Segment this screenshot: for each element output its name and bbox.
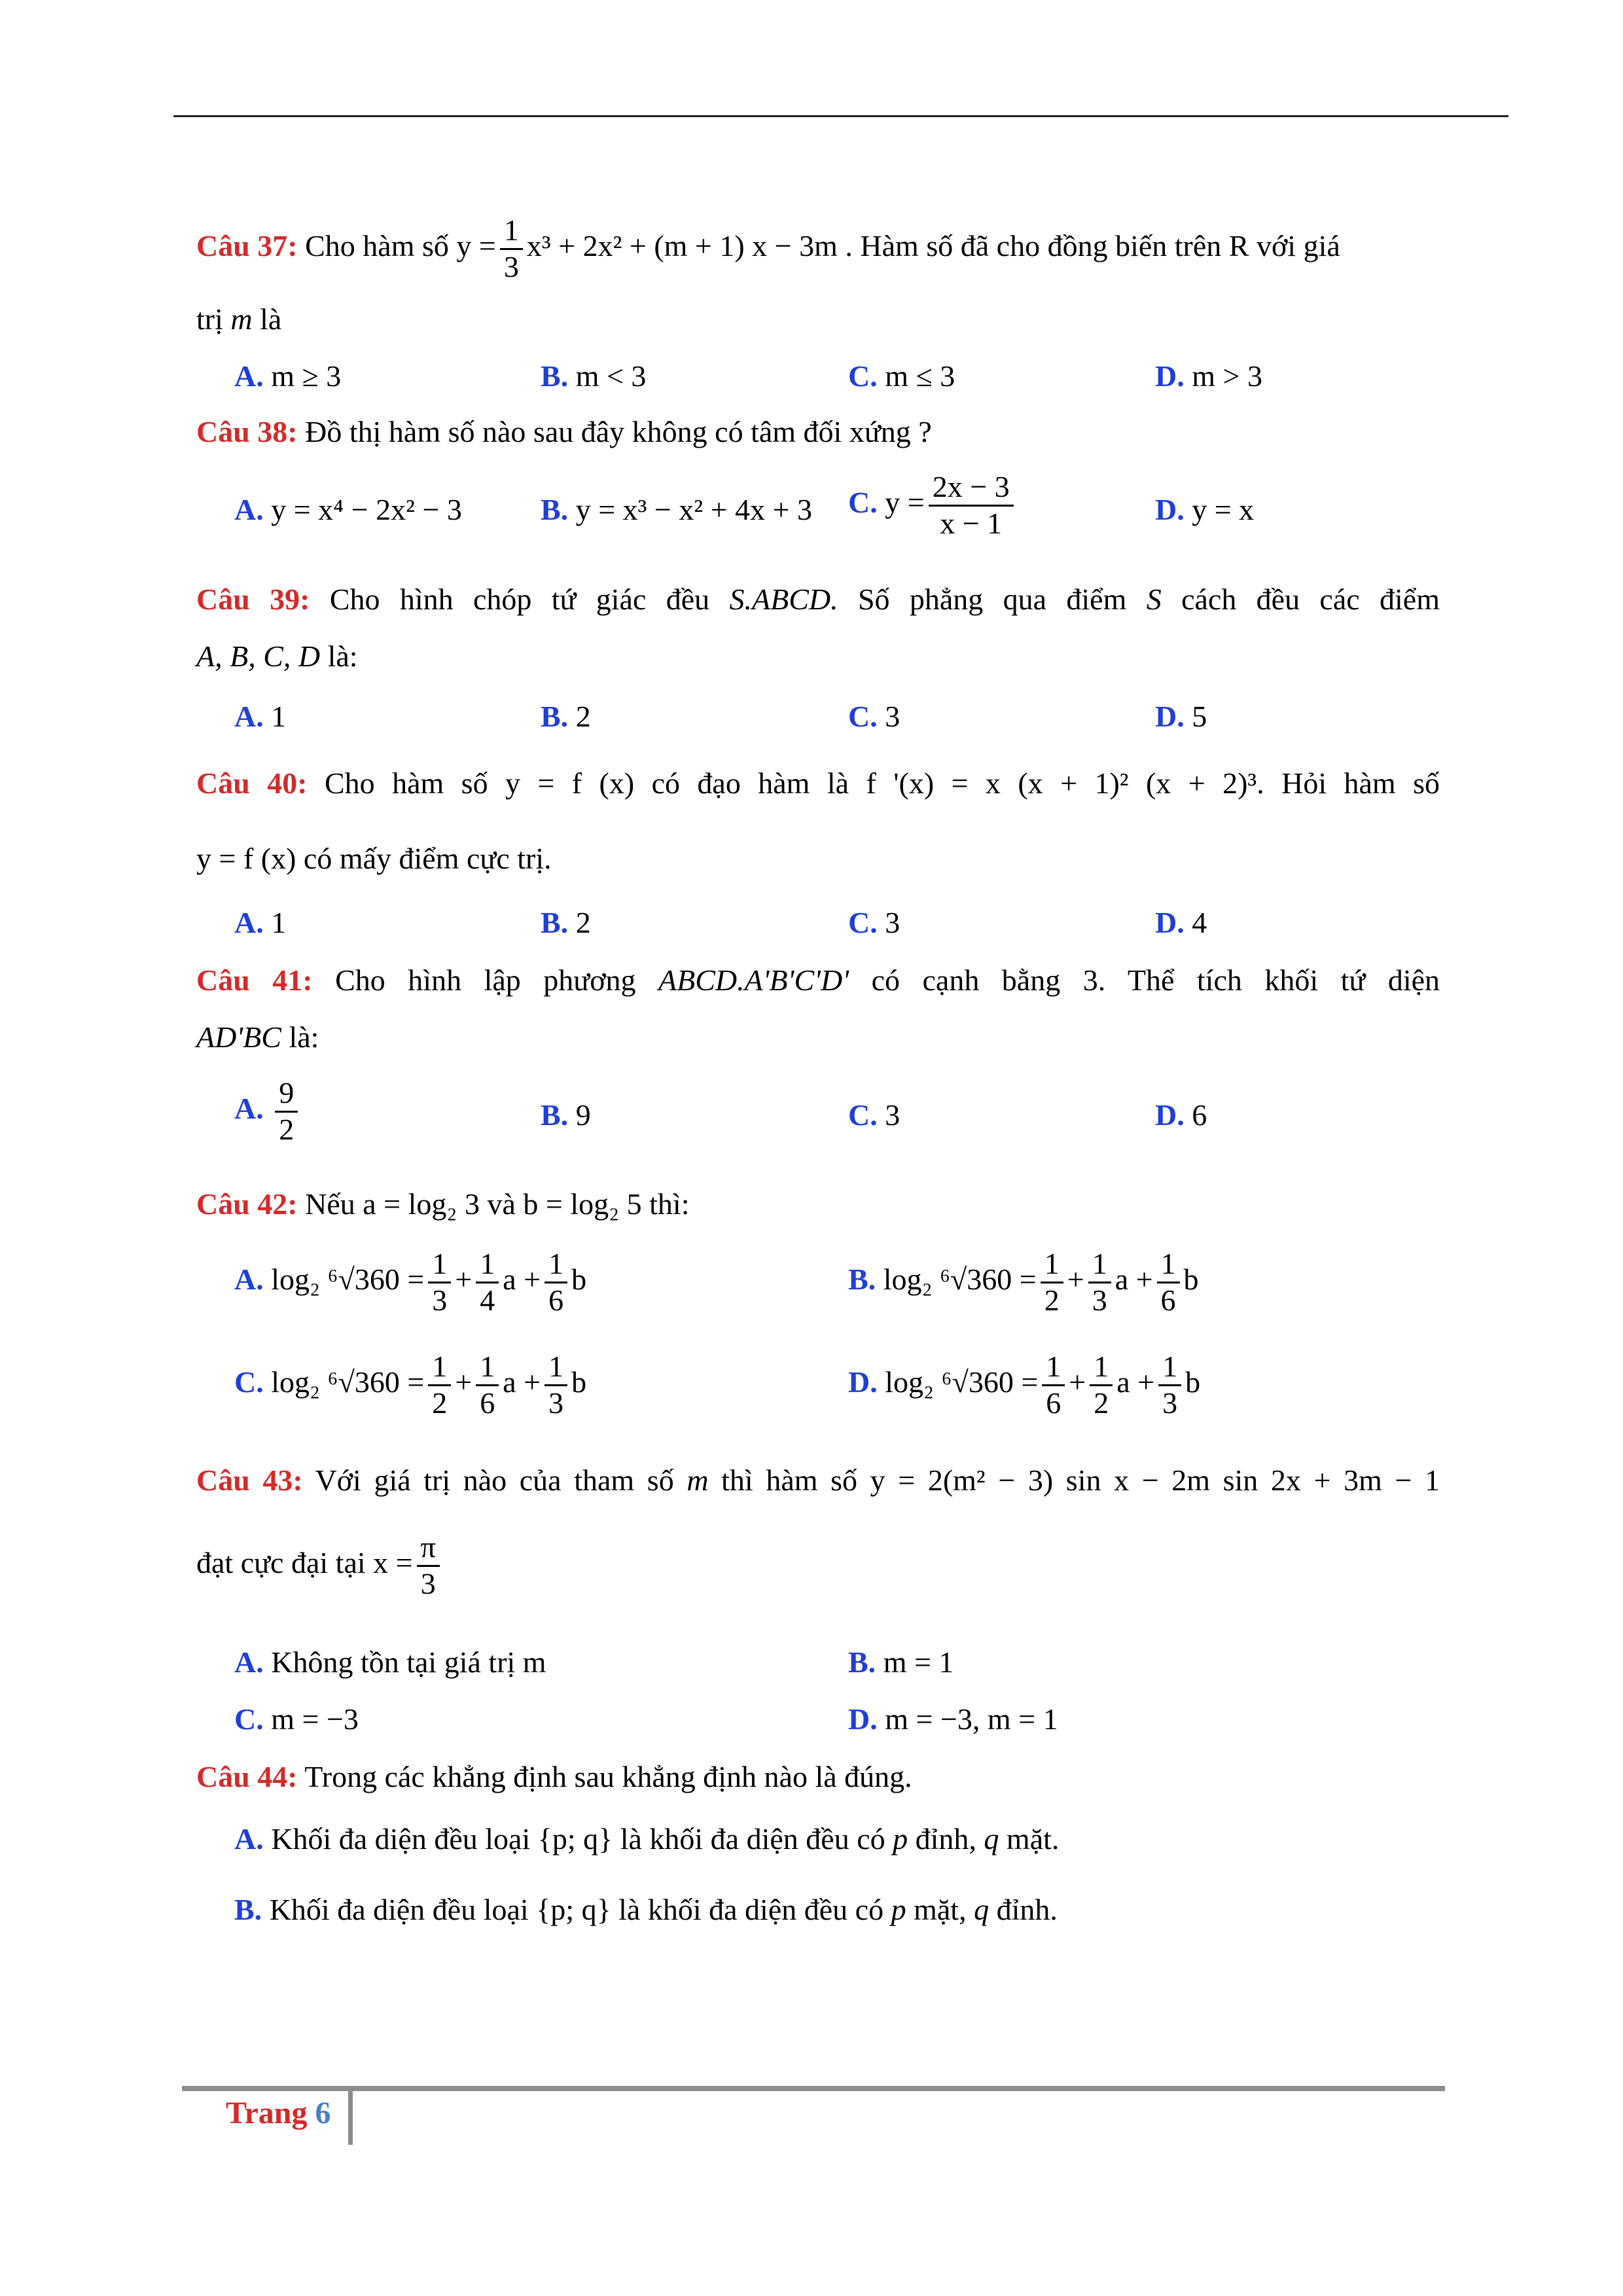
stem-text: Với giá trị nào của tham số xyxy=(315,1463,674,1497)
fraction-denominator: 3 xyxy=(503,249,519,283)
fraction-denominator: 2 xyxy=(1044,1283,1060,1317)
stem-text: có đạo hàm là xyxy=(651,766,849,800)
option-text: m > 3 xyxy=(1192,359,1262,393)
math-expression: f '(x) = x (x + 1)² (x + 2)³ xyxy=(866,766,1257,800)
stem-text: Cho hàm số xyxy=(305,228,449,262)
stem-text: là xyxy=(260,302,282,336)
stem-text: có cạnh bằng 3. Thể tích khối tứ diện xyxy=(871,963,1440,997)
fraction xyxy=(1158,1350,1181,1421)
math-variable: AD'BC xyxy=(196,1020,281,1054)
fraction xyxy=(1088,1247,1111,1318)
math-expression: b = log₂ 5 xyxy=(523,1187,642,1221)
option-label: B. xyxy=(541,1098,569,1132)
option-b[interactable] xyxy=(541,490,812,529)
fraction-denominator: 6 xyxy=(1160,1283,1176,1317)
stem-text: trị xyxy=(196,302,223,336)
question-40-stem-line2 xyxy=(196,839,1440,878)
math-variable: A, B, C, D xyxy=(196,639,321,673)
footer-rule xyxy=(182,2086,1445,2091)
option-text: 1 xyxy=(271,906,287,939)
math-operator: a + xyxy=(503,1365,541,1399)
fraction-denominator: 3 xyxy=(1162,1386,1178,1420)
stem-text: Nếu xyxy=(305,1187,355,1221)
option-a[interactable] xyxy=(234,1820,1059,1859)
stem-text: Số phẳng qua điểm xyxy=(857,583,1127,616)
fraction xyxy=(417,1530,440,1602)
fraction-numerator: 1 xyxy=(544,1247,567,1283)
option-label: B. xyxy=(541,700,569,733)
option-label: B. xyxy=(234,1893,262,1926)
question-42-stem xyxy=(196,1185,1440,1224)
option-c[interactable] xyxy=(848,903,900,942)
math-variable: m xyxy=(230,302,253,336)
math-operator: b xyxy=(571,1365,587,1399)
fraction xyxy=(544,1350,567,1421)
option-c[interactable] xyxy=(234,1350,586,1421)
option-label: A. xyxy=(234,1645,264,1679)
fraction-denominator: 3 xyxy=(1092,1283,1107,1317)
option-label: D. xyxy=(848,1365,878,1399)
fraction-denominator: 3 xyxy=(548,1386,564,1420)
option-label: B. xyxy=(541,906,569,939)
question-title: Câu 44: xyxy=(196,1760,298,1793)
math-variable: S xyxy=(1146,583,1162,616)
question-title: Câu 42: xyxy=(196,1187,298,1221)
option-d[interactable] xyxy=(1155,490,1254,529)
option-label: C. xyxy=(848,485,878,519)
stem-text: thì hàm số xyxy=(721,1463,858,1497)
question-37-stem xyxy=(196,213,1440,285)
fraction xyxy=(428,1350,451,1421)
option-text: 4 xyxy=(1192,906,1207,939)
fraction xyxy=(929,470,1014,541)
option-a[interactable] xyxy=(234,490,462,529)
stem-text: Đồ thị hàm số nào sau đây không có tâm đối xứng ? xyxy=(305,415,932,448)
option-text: 1 xyxy=(271,700,287,733)
option-label: D. xyxy=(1155,906,1185,939)
option-c[interactable] xyxy=(848,357,955,396)
math-variable: p xyxy=(891,1893,906,1926)
fraction-denominator: 6 xyxy=(480,1386,495,1420)
math-variable: ABCD.A'B'C'D' xyxy=(658,963,849,997)
question-41-stem xyxy=(196,961,1440,1000)
option-label: C. xyxy=(848,1098,878,1132)
math-expression: y = f (x) xyxy=(196,842,296,875)
math-variable: q xyxy=(974,1893,990,1926)
option-text: 3 xyxy=(885,700,901,733)
option-label: A. xyxy=(234,700,264,733)
option-label: D. xyxy=(848,1702,878,1736)
option-text: 5 xyxy=(1192,700,1207,733)
option-text: 9 xyxy=(575,1098,591,1132)
option-text: y = x³ − x² + 4x + 3 xyxy=(575,493,813,526)
math-operator: a + xyxy=(1116,1365,1155,1399)
page-number-value: 6 xyxy=(315,2096,331,2130)
question-39-stem xyxy=(196,580,1440,619)
fraction-numerator: 1 xyxy=(544,1350,567,1386)
option-a[interactable] xyxy=(234,357,341,396)
fraction-numerator: 1 xyxy=(1042,1350,1065,1386)
question-title: Câu 38: xyxy=(196,415,298,448)
stem-text: Cho hình chóp tứ giác đều xyxy=(329,583,710,616)
stem-text: Cho hình lập phương xyxy=(335,963,636,997)
option-a[interactable] xyxy=(234,1247,586,1318)
page-number xyxy=(226,2095,330,2131)
math-expression: a = log₂ 3 xyxy=(363,1187,480,1221)
option-c[interactable] xyxy=(848,1096,900,1135)
option-text: 6 xyxy=(1192,1098,1207,1132)
fraction-numerator: 2x − 3 xyxy=(929,470,1014,507)
option-d[interactable] xyxy=(1155,1096,1207,1135)
stem-text: . Hỏi hàm số xyxy=(1257,766,1440,800)
fraction xyxy=(1042,1350,1065,1421)
option-b[interactable] xyxy=(541,357,646,396)
question-title: Câu 41: xyxy=(196,963,313,997)
option-text: y = x xyxy=(1192,493,1255,526)
option-a[interactable] xyxy=(234,1643,546,1682)
math-operator: b xyxy=(1185,1365,1201,1399)
math-expression: {p; q} xyxy=(536,1893,611,1926)
option-label: A. xyxy=(234,906,264,939)
option-b[interactable] xyxy=(541,697,591,736)
stem-text: Cho hàm số xyxy=(324,766,488,800)
stem-text: . Hàm số đã cho đồng biến trên R với giá xyxy=(845,228,1340,262)
math-variable: S.ABCD. xyxy=(729,583,838,616)
option-d[interactable] xyxy=(1155,903,1207,942)
option-text: m ≤ 3 xyxy=(885,359,955,393)
option-text: mặt, xyxy=(914,1893,967,1926)
footer-separator xyxy=(348,2091,353,2145)
fraction xyxy=(1041,1247,1063,1318)
option-text: 3 xyxy=(885,1098,901,1132)
math-variable: p xyxy=(893,1822,908,1856)
question-44-stem xyxy=(196,1757,1440,1797)
option-label: B. xyxy=(541,493,569,526)
option-label: C. xyxy=(848,906,878,939)
math-expression: y = f (x) xyxy=(505,766,635,800)
fraction xyxy=(1090,1350,1113,1421)
fraction-numerator: 1 xyxy=(1090,1350,1113,1386)
option-d[interactable] xyxy=(1155,357,1262,396)
fraction-numerator: 1 xyxy=(476,1247,499,1283)
question-37-stem-line2 xyxy=(196,300,1440,339)
option-c[interactable] xyxy=(848,697,900,736)
option-label: A. xyxy=(234,1262,264,1296)
fraction xyxy=(428,1247,451,1318)
option-text: đỉnh, xyxy=(915,1822,976,1856)
page-label: Trang xyxy=(226,2096,308,2130)
fraction xyxy=(476,1247,499,1318)
fraction-denominator: x − 1 xyxy=(940,506,1003,540)
math-operator: + xyxy=(455,1262,473,1296)
equation-rhs: x³ + 2x² + (m + 1) x − 3m xyxy=(526,228,838,262)
math-expression: {p; q} xyxy=(537,1822,613,1856)
option-c[interactable] xyxy=(234,1700,359,1739)
option-text: m = −3 xyxy=(271,1702,359,1736)
stem-text: cách đều các điểm xyxy=(1181,583,1440,616)
stem-text: là: xyxy=(289,1020,319,1054)
math-operator: + xyxy=(455,1365,473,1399)
equation-lhs: y = xyxy=(456,228,496,262)
math-expression: log₂ ⁶√360 = xyxy=(885,1365,1039,1399)
fraction-numerator: π xyxy=(417,1530,440,1567)
option-label: D. xyxy=(1155,700,1185,733)
question-title: Câu 40: xyxy=(196,766,308,800)
stem-text: Trong các khẳng định sau khẳng định nào là đúng. xyxy=(304,1760,912,1793)
option-label: D. xyxy=(1155,1098,1185,1132)
fraction-denominator: 6 xyxy=(1046,1386,1061,1420)
option-text: m = 1 xyxy=(883,1645,954,1679)
option-b[interactable] xyxy=(541,1096,591,1135)
stem-text: đạt cực đại tại xyxy=(196,1545,366,1579)
math-operator: b xyxy=(571,1262,587,1296)
option-text: đỉnh. xyxy=(996,1893,1058,1926)
option-a[interactable] xyxy=(234,1076,302,1147)
option-label: B. xyxy=(541,359,569,393)
math-variable: m xyxy=(687,1463,709,1497)
math-expression: y = 2(m² − 3) sin x − 2m sin 2x + 3m − 1 xyxy=(870,1463,1440,1497)
fraction-denominator: 2 xyxy=(279,1112,294,1146)
question-43-stem-line2 xyxy=(196,1530,1440,1602)
math-expression: x = xyxy=(373,1545,413,1579)
option-text: Khối đa diện đều loại xyxy=(271,1822,531,1856)
option-label: C. xyxy=(848,359,878,393)
question-43-stem xyxy=(196,1461,1440,1500)
option-text: là khối đa diện đều có xyxy=(618,1893,884,1926)
option-c[interactable] xyxy=(848,470,1018,541)
fraction-numerator: 1 xyxy=(428,1350,451,1386)
option-text: y = xyxy=(885,485,925,519)
option-d[interactable] xyxy=(848,1700,1058,1739)
fraction xyxy=(275,1076,298,1147)
option-label: D. xyxy=(1155,359,1185,393)
option-text: là khối đa diện đều có xyxy=(620,1822,885,1856)
question-title: Câu 37: xyxy=(196,228,298,262)
fraction xyxy=(476,1350,499,1421)
question-39-stem-line2 xyxy=(196,637,1440,676)
option-label: C. xyxy=(234,1365,264,1399)
math-operator: a + xyxy=(503,1262,541,1296)
option-label: B. xyxy=(848,1262,876,1296)
fraction-denominator: 3 xyxy=(432,1283,448,1317)
option-b[interactable] xyxy=(541,903,591,942)
top-rule xyxy=(173,115,1508,117)
fraction-denominator: 6 xyxy=(548,1283,564,1317)
math-operator: + xyxy=(1069,1365,1086,1399)
question-40-stem xyxy=(196,764,1440,803)
option-a[interactable] xyxy=(234,903,286,942)
math-operator: a + xyxy=(1115,1262,1153,1296)
option-label: A. xyxy=(234,359,264,393)
fraction-numerator: 1 xyxy=(1041,1247,1063,1283)
option-label: B. xyxy=(848,1645,876,1679)
option-text: mặt. xyxy=(1006,1822,1060,1856)
option-label: A. xyxy=(234,1822,264,1856)
fraction-denominator: 4 xyxy=(480,1283,495,1317)
option-text: m ≥ 3 xyxy=(271,359,342,393)
option-label: D. xyxy=(1155,493,1185,526)
fraction-numerator: 1 xyxy=(500,213,523,250)
math-expression: log₂ ⁶√360 = xyxy=(883,1262,1037,1296)
math-expression: log₂ ⁶√360 = xyxy=(271,1365,425,1399)
fraction xyxy=(1157,1247,1180,1318)
fraction-denominator: 2 xyxy=(1094,1386,1109,1420)
option-text: 3 xyxy=(885,906,901,939)
option-b[interactable] xyxy=(848,1247,1199,1318)
fraction-numerator: 1 xyxy=(1157,1247,1180,1283)
option-d[interactable] xyxy=(1155,697,1207,736)
fraction-numerator: 1 xyxy=(476,1350,499,1386)
stem-text: và xyxy=(487,1187,516,1221)
stem-text: thì: xyxy=(649,1187,690,1221)
option-b[interactable] xyxy=(848,1643,954,1682)
option-a[interactable] xyxy=(234,697,286,736)
fraction-denominator: 2 xyxy=(432,1386,448,1420)
option-text: m = −3, m = 1 xyxy=(885,1702,1058,1736)
option-label: C. xyxy=(848,700,878,733)
math-operator: b xyxy=(1183,1262,1199,1296)
math-operator: + xyxy=(1067,1262,1084,1296)
option-text: 2 xyxy=(575,700,591,733)
option-text: 2 xyxy=(575,906,591,939)
option-d[interactable] xyxy=(848,1350,1200,1421)
stem-text: có mấy điểm cực trị. xyxy=(303,842,552,875)
fraction-denominator: 3 xyxy=(420,1566,436,1600)
option-text: Khối đa diện đều loại xyxy=(269,1893,529,1926)
option-text: m < 3 xyxy=(575,359,647,393)
question-title: Câu 43: xyxy=(196,1463,303,1497)
question-38-stem xyxy=(196,412,1440,452)
fraction-numerator: 1 xyxy=(428,1247,451,1283)
option-text: Không tồn tại giá trị m xyxy=(271,1645,546,1679)
question-41-stem-line2 xyxy=(196,1018,1440,1057)
option-text: y = x⁴ − 2x² − 3 xyxy=(271,493,462,526)
math-variable: q xyxy=(984,1822,999,1856)
fraction xyxy=(500,213,523,285)
fraction-numerator: 9 xyxy=(275,1076,298,1113)
question-title: Câu 39: xyxy=(196,583,310,616)
option-label: A. xyxy=(234,1091,264,1125)
fraction-numerator: 1 xyxy=(1088,1247,1111,1283)
option-label: C. xyxy=(234,1702,264,1736)
stem-text: là: xyxy=(327,639,358,673)
fraction-numerator: 1 xyxy=(1158,1350,1181,1386)
option-label: A. xyxy=(234,493,264,526)
option-b[interactable] xyxy=(234,1890,1058,1929)
math-expression: log₂ ⁶√360 = xyxy=(271,1262,425,1296)
fraction xyxy=(544,1247,567,1318)
